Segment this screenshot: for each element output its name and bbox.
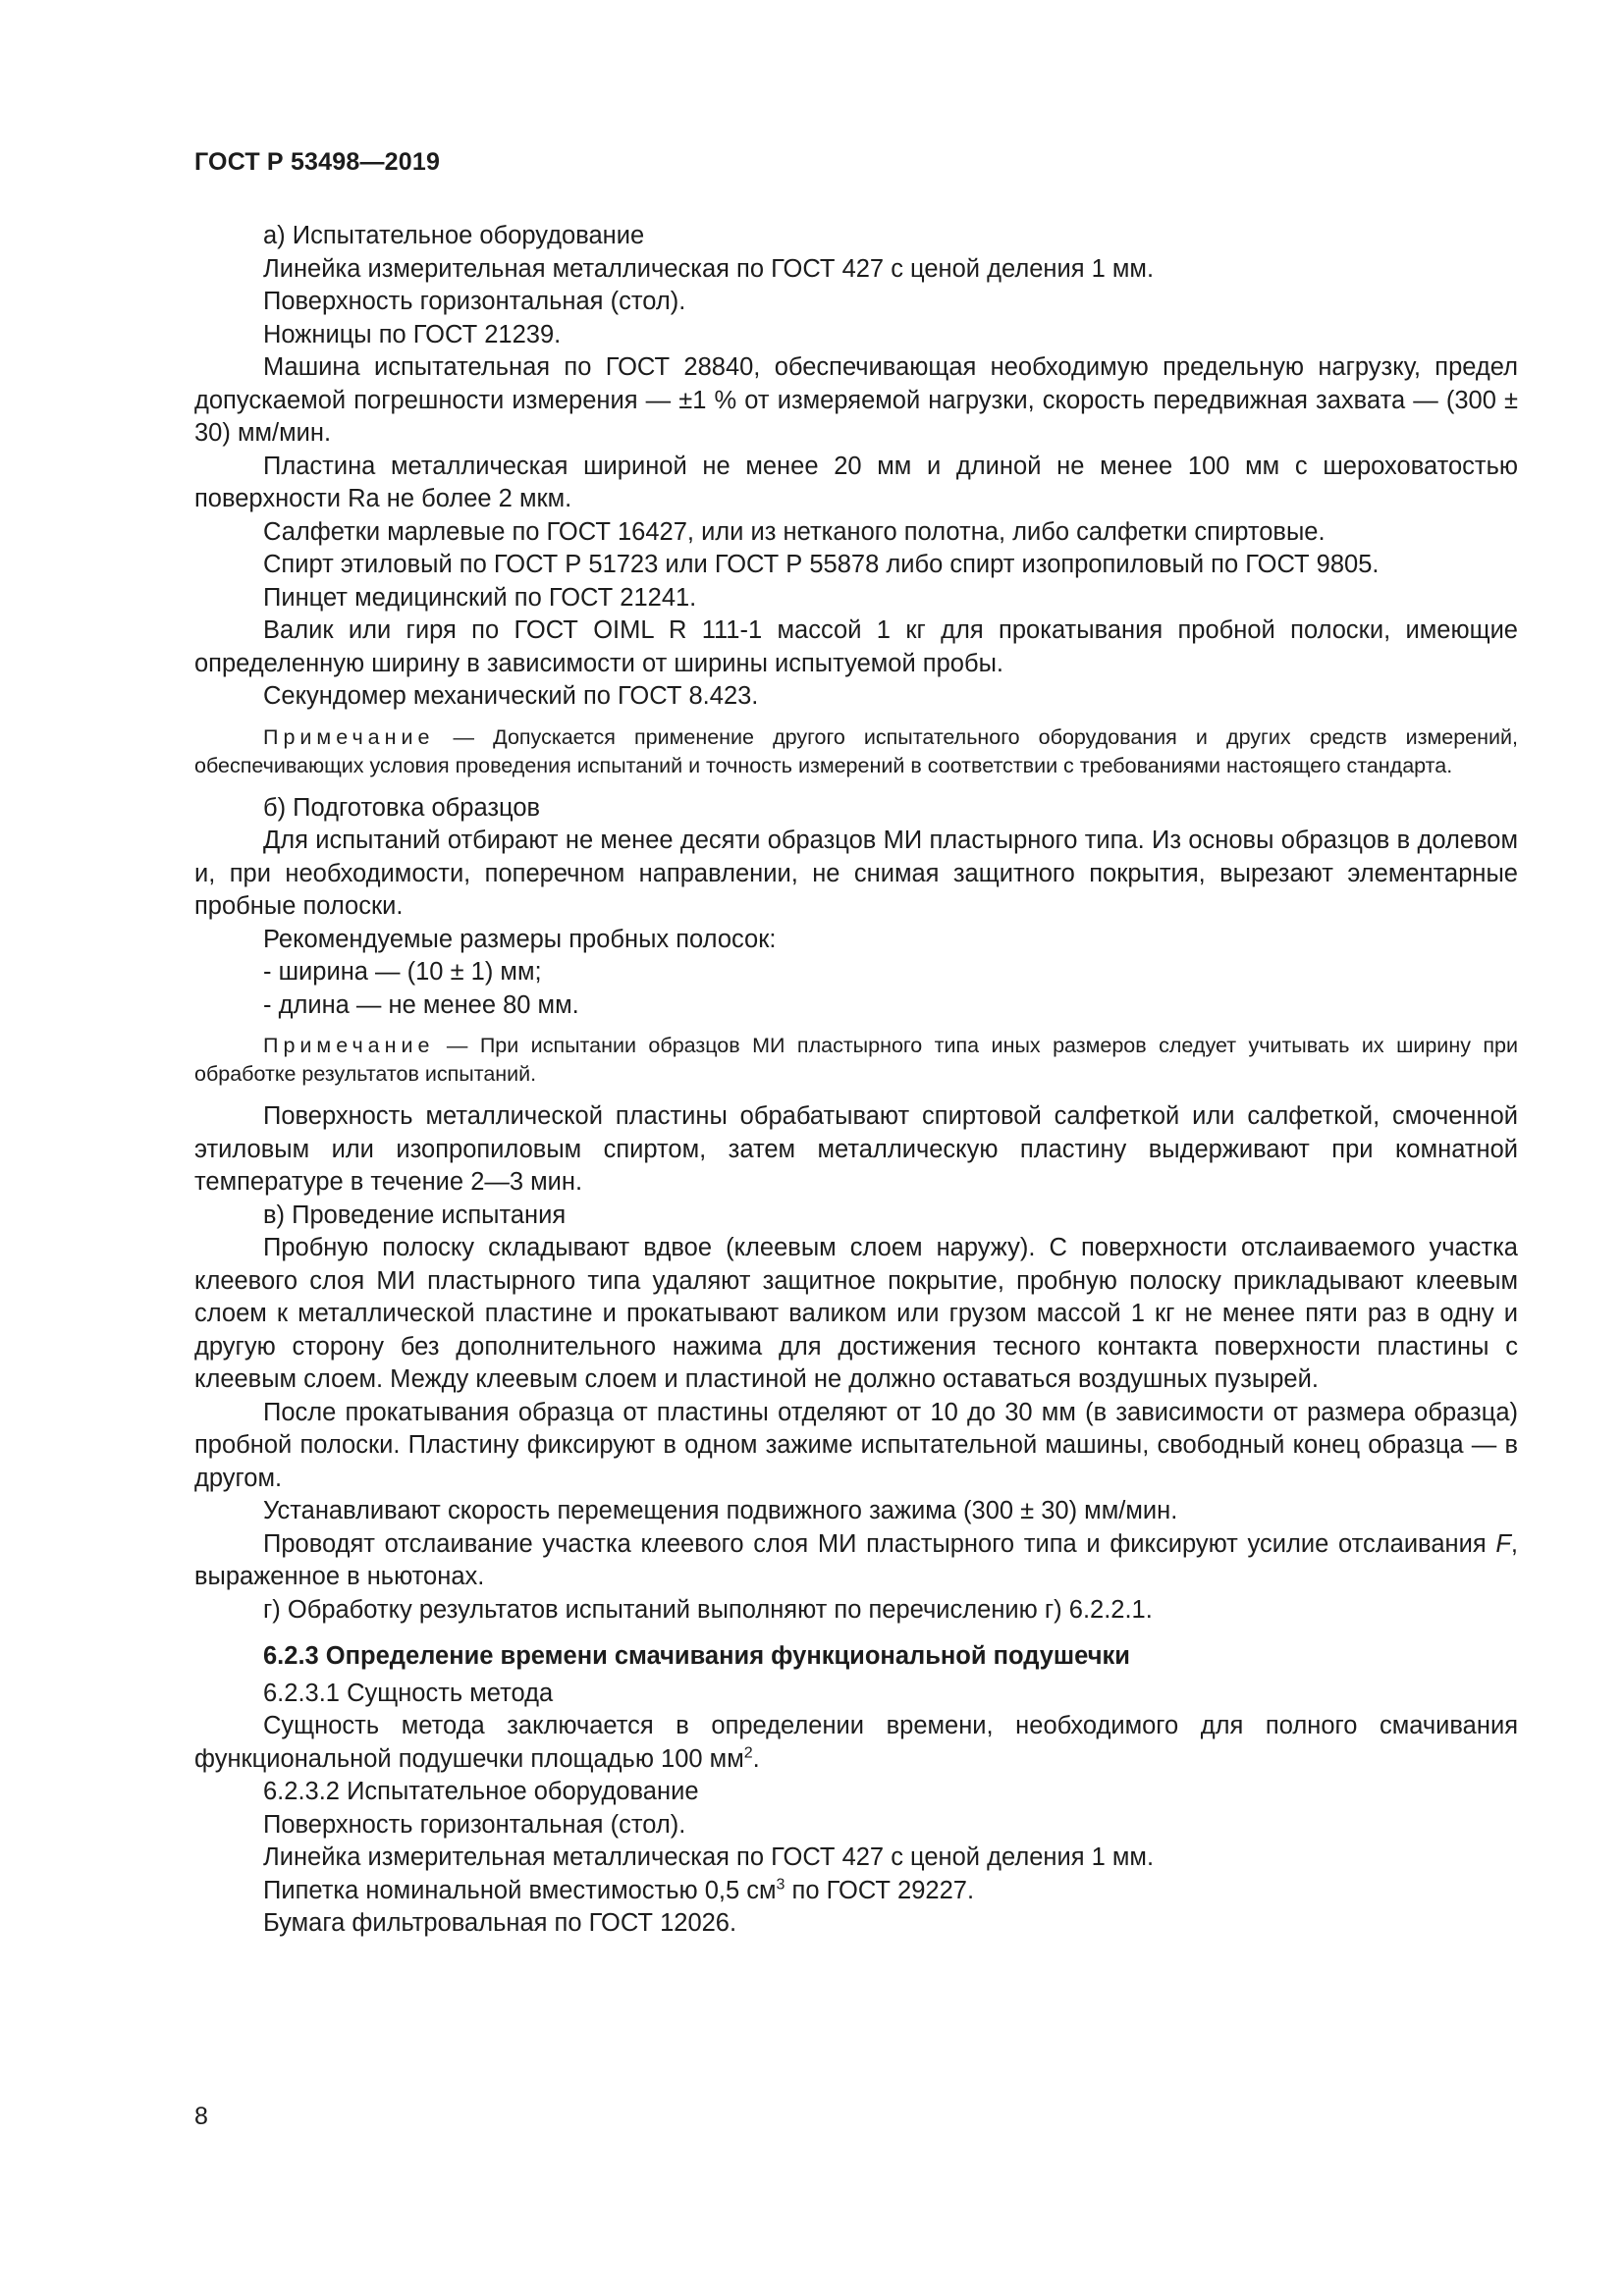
text-fragment: Пипетка номинальной вместимостью 0,5 см — [263, 1876, 777, 1904]
superscript: 2 — [743, 1744, 753, 1761]
item-c-heading: в) Проведение испытания — [263, 1201, 567, 1229]
note — [194, 723, 1518, 780]
superscript: 3 — [776, 1876, 785, 1893]
paragraph: Поверхность горизонтальная (стол). — [263, 1810, 686, 1839]
paragraph: Линейка измерительная металлическая по ГОСТ 427 с ценой деления 1 мм. — [263, 1843, 1155, 1871]
note-label: Примечание — [263, 724, 435, 749]
force-variable: F — [1495, 1529, 1511, 1558]
paragraph — [194, 1875, 1518, 1908]
note — [194, 1032, 1518, 1089]
item-a-heading: а) Испытательное оборудование — [263, 222, 645, 249]
list-item: - длина — не менее 80 мм. — [263, 990, 579, 1019]
note-text: — При испытании образцов МИ пластырного типа иных размеров следует учитывать их ширину при обработке результатов испытаний. — [194, 1034, 1518, 1086]
text-fragment: Проводят отслаивание участка клеевого слоя МИ пластырного типа и фиксируют усилие отслаивания — [263, 1529, 1496, 1558]
text-fragment: . — [752, 1744, 760, 1773]
paragraph: Ножницы по ГОСТ 21239. — [263, 320, 562, 348]
paragraph: Валик или гиря по ГОСТ OIML R 111-1 массой 1 кг для прокатывания пробной полоски, имеющие определенную ширину в зависимости от ширины испытуемой пробы. — [194, 616, 1518, 677]
paragraph — [194, 1528, 1518, 1594]
paragraph: Секундомер механический по ГОСТ 8.423. — [263, 682, 759, 710]
subsection-heading: 6.2.3.1 Сущность метода — [263, 1679, 554, 1707]
note-label: Примечание — [263, 1034, 435, 1057]
section-heading-6-2-3: 6.2.3 Определение времени смачивания функциональной подушечки — [263, 1642, 1130, 1670]
document-page — [194, 147, 1518, 1941]
item-d: г) Обработку результатов испытаний выполняют по перечислению г) 6.2.2.1. — [263, 1595, 1153, 1624]
list-item: - ширина — (10 ± 1) мм; — [263, 958, 542, 986]
item-b-heading: б) Подготовка образцов — [263, 793, 541, 822]
paragraph: Для испытаний отбирают не менее десяти образцов МИ пластырного типа. Из основы образцов в долевом и, при необходимости, поперечном направлении, не снимая защитного покрытия, вырезают элементарные пробные полоски. — [194, 827, 1518, 920]
paragraph: Поверхность горизонтальная (стол). — [263, 288, 686, 315]
paragraph: Машина испытательная по ГОСТ 28840, обеспечивающая необходимую предельную нагрузку, предел допускаемой погрешности измерения — ±1 % от измеряемой нагрузки, скорость передвижная захвата — (300 ± 30) мм/мин. — [194, 353, 1518, 447]
paragraph: Поверхность металлической пластины обрабатывают спиртовой салфеткой или салфеткой, смоченной этиловым или изопропиловым спиртом, затем металлическую пластину выдерживают при комнатной температуре в течение 2—3 мин. — [194, 1102, 1518, 1196]
paragraph: Линейка измерительная металлическая по ГОСТ 427 с ценой деления 1 мм. — [263, 254, 1155, 283]
paragraph: Пластина металлическая шириной не менее 20 мм и длиной не менее 100 мм с шероховатостью поверхности Ra не более 2 мкм. — [194, 452, 1518, 512]
note-text: — Допускается применение другого испытательного оборудования и других средств измерений, обеспечивающих условия проведения испытаний и точность измерений в соответствии с требованиями настоящего стандарта. — [194, 724, 1518, 777]
paragraph: Устанавливают скорость перемещения подвижного зажима (300 ± 30) мм/мин. — [263, 1497, 1178, 1524]
paragraph: Пробную полоску складывают вдвое (клеевым слоем наружу). С поверхности отслаиваемого участка клеевого слоя МИ пластырного типа удаляют защитное покрытие, пробную полоску прикладывают клеевым слоем к металлической пластине и прокатывают валиком или грузом массой 1 кг не менее пяти раз в одну и другую сторону без дополнительного нажима для достижения тесного контакта поверхности пластины с клеевым слоем. Между клеевым слоем и пластиной не должно оставаться воздушных пузырей. — [194, 1234, 1518, 1393]
text-fragment: , выраженное в ньютонах. — [194, 1529, 1518, 1590]
paragraph: Бумага фильтровальная по ГОСТ 12026. — [263, 1909, 737, 1937]
document-header: ГОСТ Р 53498—2019 — [194, 148, 441, 176]
paragraph: После прокатывания образца от пластины отделяют от 10 до 30 мм (в зависимости от размера образца) пробной полоски. Пластину фиксируют в одном зажиме испытательной машины, свободный конец образца — в другом. — [194, 1398, 1518, 1492]
paragraph: Пинцет медицинский по ГОСТ 21241. — [263, 583, 697, 612]
page-number: 8 — [194, 2103, 208, 2130]
subsection-heading: 6.2.3.2 Испытательное оборудование — [263, 1778, 699, 1805]
paragraph: Спирт этиловый по ГОСТ Р 51723 или ГОСТ Р 55878 либо спирт изопропиловый по ГОСТ 9805. — [263, 551, 1380, 578]
text-fragment: Сущность метода заключается в определении времени, необходимого для полного смачивания функциональной подушечки площадью 100 мм — [194, 1712, 1518, 1773]
paragraph: Салфетки марлевые по ГОСТ 16427, или из нетканого полотна, либо салфетки спиртовые. — [263, 517, 1326, 546]
text-fragment: по ГОСТ 29227. — [785, 1876, 975, 1904]
paragraph: Рекомендуемые размеры пробных полосок: — [263, 925, 777, 953]
paragraph — [194, 1710, 1518, 1776]
